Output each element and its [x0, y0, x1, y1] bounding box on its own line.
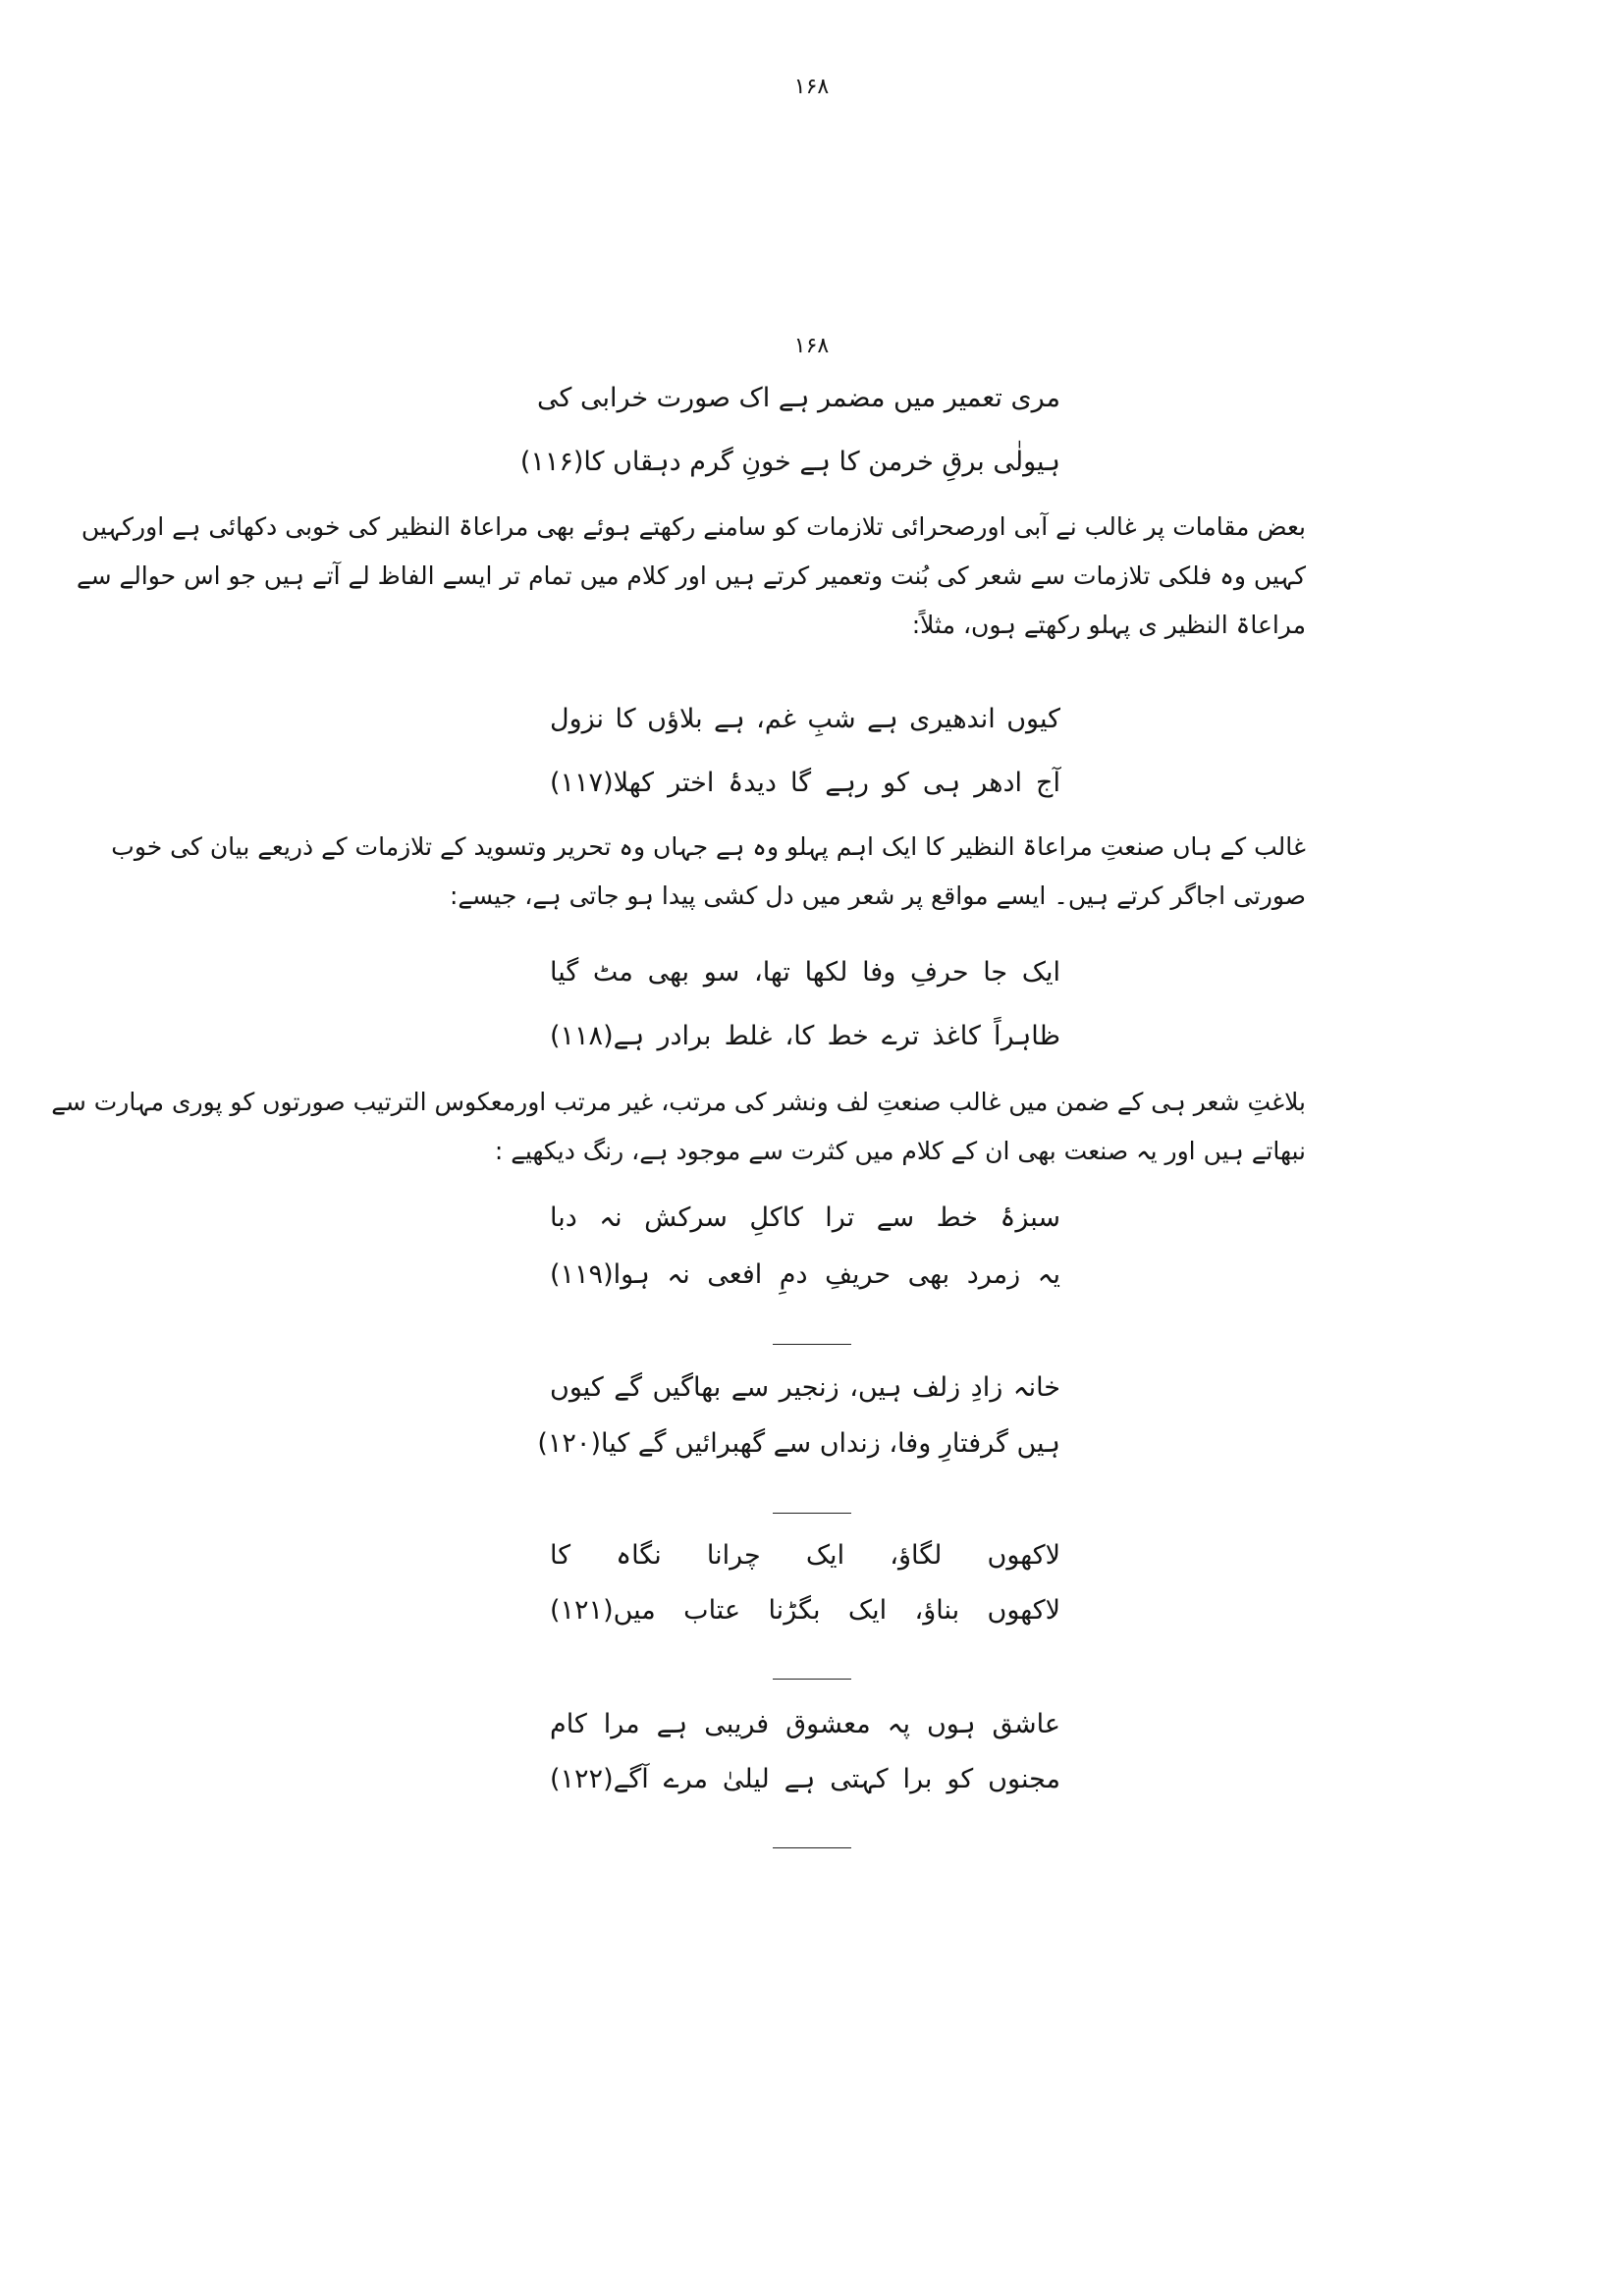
paragraph-1-line-3: مراعاۃ النظیر ی پہلو رکھتے ہوں، مثلاً:	[911, 611, 1306, 639]
verse-3-line-1: ایک جا حرفِ وفا لکھا تھا، سو بھی مٹ گیا	[550, 957, 1060, 988]
paragraph-1	[77, 503, 1306, 650]
paragraph-3-line-1: بلاغتِ شعر ہی کے ضمن میں غالب صنعتِ لف ونشر کی مرتب، غیر مرتب اورمعکوس الترتیب صورتوں کو پوری مہارت سے	[51, 1088, 1306, 1116]
verse-2-line-1: کیوں اندھیری ہے شبِ غم، ہے بلاؤں کا نزول	[550, 704, 1060, 734]
verse-5-line-1: خانہ زادِ زلف ہیں، زنجیر سے بھاگیں گے کیوں	[550, 1372, 1060, 1403]
separator-rule	[773, 1679, 851, 1680]
paragraph-3-line-2: نبھاتے ہیں اور یہ صنعت بھی ان کے کلام میں کثرت سے موجود ہے، رنگ دیکھیے :	[494, 1137, 1306, 1165]
paragraph-2	[111, 823, 1306, 921]
verse-7-line-2: مجنوں کو برا کہتی ہے لیلیٰ مرے آگے(۱۲۲)	[550, 1764, 1060, 1794]
body-page-number: ۱۶۸	[793, 334, 830, 358]
verse-5-line-2: ہیں گرفتارِ وفا، زنداں سے گھبرائیں گے کیا(۱۲۰)	[537, 1428, 1060, 1459]
verse-6-line-2: لاکھوں بناؤ، ایک بگڑنا عتاب میں(۱۲۱)	[550, 1595, 1060, 1626]
verse-1-line-2: ہیولٰی برقِ خرمن کا ہے خونِ گرم دہقاں کا(۱۱۶)	[519, 447, 1060, 477]
paragraph-2-line-2: صورتی اجاگر کرتے ہیں۔ ایسے مواقع پر شعر میں دل کشی پیدا ہو جاتی ہے، جیسے:	[449, 881, 1306, 910]
verse-6-line-1: لاکھوں لگاؤ، ایک چرانا نگاہ کا	[550, 1540, 1060, 1571]
paragraph-3	[51, 1078, 1306, 1176]
verse-4-line-2: یہ زمرد بھی حریفِ دمِ افعی نہ ہوا(۱۱۹)	[550, 1259, 1060, 1290]
separator-rule	[773, 1344, 851, 1345]
verse-7-line-1: عاشق ہوں پہ معشوق فریبی ہے مرا کام	[550, 1709, 1060, 1739]
verse-3-line-2: ظاہراً کاغذ ترے خط کا، غلط برادر ہے(۱۱۸)	[550, 1021, 1060, 1051]
verse-2-line-2: آج ادھر ہی کو رہے گا دیدۂ اختر کھلا(۱۱۷)	[550, 768, 1060, 798]
paragraph-1-line-1: بعض مقامات پر غالب نے آبی اورصحرائی تلازمات کو سامنے رکھتے ہوئے بھی مراعاۃ النظیر کی خوبی دکھائی ہے اورکہیں	[81, 512, 1306, 541]
header-page-number: ۱۶۸	[793, 75, 830, 99]
paragraph-1-line-2: کہیں وہ فلکی تلازمات سے شعر کی بُنت وتعمیر کرتے ہیں اور کلام میں تمام تر ایسے الفاظ لے آتے ہیں جو اس حوالے سے	[77, 561, 1306, 590]
verse-4-line-1: سبزۂ خط سے ترا کاکلِ سرکش نہ دبا	[550, 1202, 1060, 1233]
verse-1-line-1: مری تعمیر میں مضمر ہے اک صورت خرابی کی	[537, 383, 1060, 413]
separator-rule	[773, 1847, 851, 1848]
paragraph-2-line-1: غالب کے ہاں صنعتِ مراعاۃ النظیر کا ایک اہم پہلو وہ ہے جہاں وہ تحریر وتسوید کے تلازمات کے ذریعے بیان کی خوب	[111, 832, 1306, 861]
separator-rule	[773, 1513, 851, 1514]
